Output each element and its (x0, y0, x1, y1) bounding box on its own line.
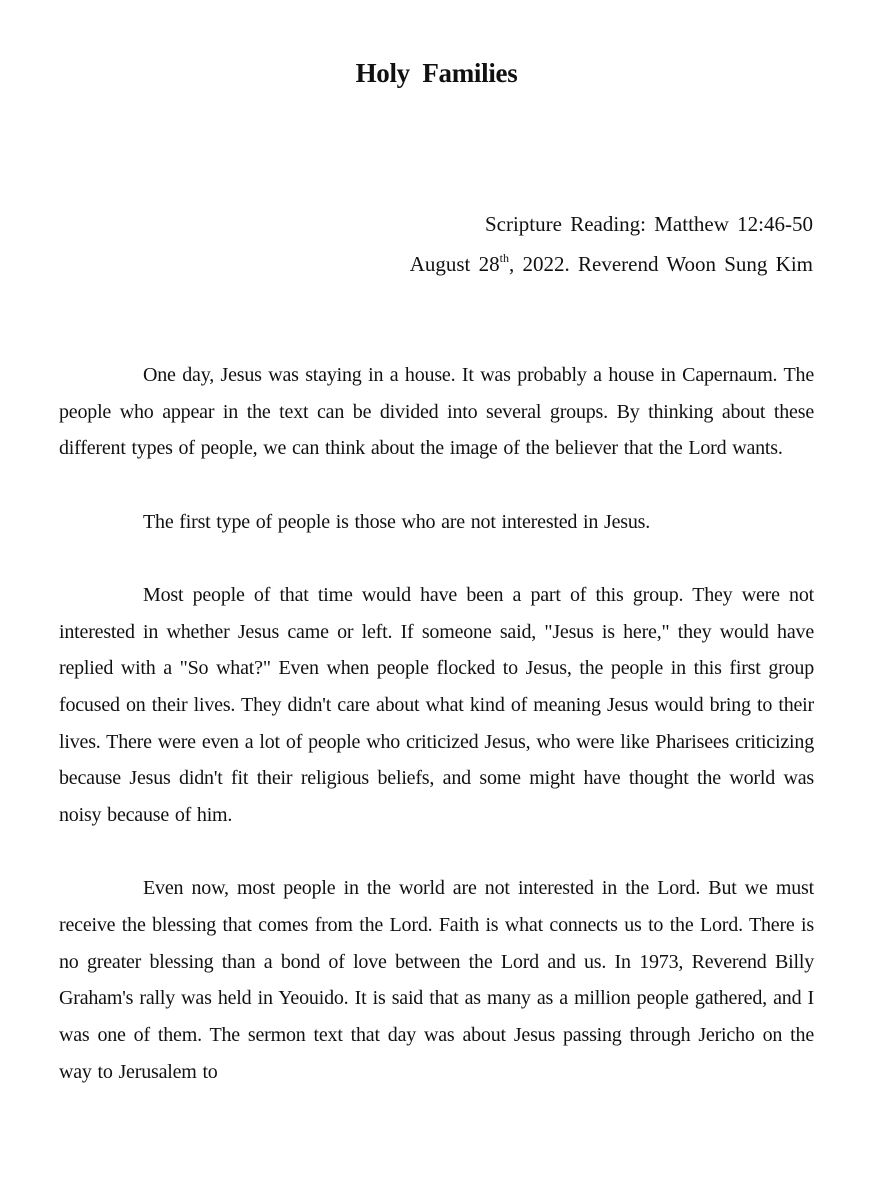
document-title: Holy Families (355, 58, 518, 88)
sermon-body (59, 357, 814, 1127)
sermon-date-author (410, 244, 813, 284)
date-ordinal-suffix: th (499, 251, 509, 265)
paragraph: Even now, most people in the world are not interested in the Lord. But we must receive the blessing that comes from the Lord. Faith is what connects us to the Lord. There is no greater blessing than a bond of love between the Lord and us. In 1973, Reverend Billy Graham's rally was held in Yeouido. It is said that as many as a million people gathered, and I was one of them. The sermon text that day was about Jesus passing through Jericho on the way to Jerusalem to (59, 877, 814, 1083)
paragraph: The first type of people is those who are not interested in Jesus. (143, 510, 651, 533)
date-author-rest: , 2022. Reverend Woon Sung Kim (509, 252, 813, 276)
paragraph: Most people of that time would have been a part of this group. They were not interested in whether Jesus came or left. If someone said, "Jesus is here," they would have replied with a "So what?" Even when people flocked to Jesus, the people in this first group focused on their lives. They didn't care about what kind of meaning Jesus would bring to their lives. There were even a lot of people who criticized Jesus, who were like Pharisees criticizing because Jesus didn't fit their religious beliefs, and some might have thought the world was noisy because of him. (59, 583, 814, 827)
sermon-meta (410, 204, 813, 284)
scripture-reading: Scripture Reading: Matthew 12:46-50 (484, 212, 813, 236)
paragraph: One day, Jesus was staying in a house. It was probably a house in Capernaum. The people who appear in the text can be divided into several groups. By thinking about these different types of people, we can think about the image of the believer that the Lord wants. (59, 364, 814, 460)
date-day: August 28 (409, 252, 500, 276)
